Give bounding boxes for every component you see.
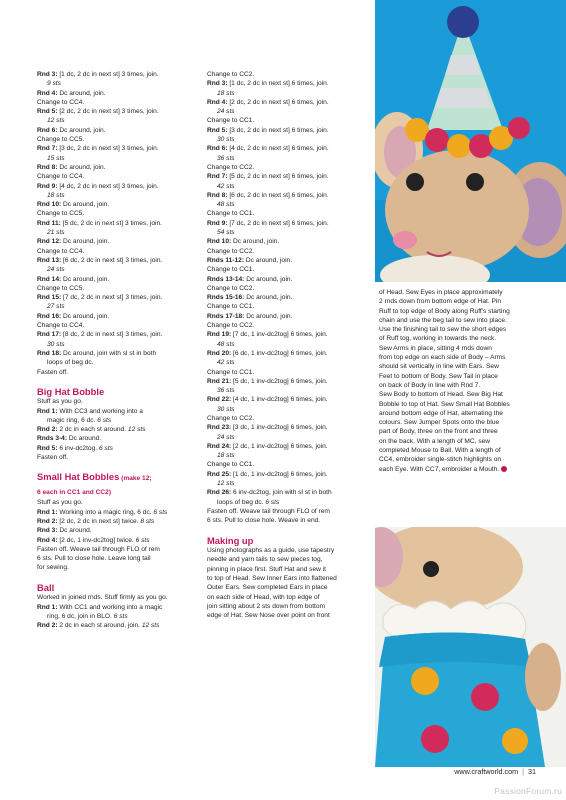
mouse-head-photo: [375, 0, 566, 282]
instruction-line: Fasten off. Weave tail through FLO of rem: [207, 507, 330, 515]
color-change: Change to CC2.: [207, 247, 255, 255]
color-change: Change to CC2.: [207, 414, 255, 422]
color-change: Change to CC1.: [207, 368, 255, 376]
instruction-continuation: loops of beg dc.: [47, 359, 94, 367]
paragraph-line: from top edge on each side of Body – Arms: [379, 354, 506, 362]
color-change: Change to CC2.: [207, 322, 255, 330]
instruction-line: Rnd 3: [1 dc, 2 dc in next st] 3 times, join.: [37, 71, 159, 78]
instruction-line: Rnd 3: [1 dc, 2 dc in next st] 6 times, join.: [207, 80, 329, 88]
paragraph-line: 2 rnds down from bottom edge of Hat. Pin: [379, 298, 502, 306]
instruction-line: Rnd 1: With CC3 and working into a: [37, 407, 143, 415]
instruction-line: Rnd 9: [4 dc, 2 dc in next st] 3 times, join.: [37, 182, 159, 190]
instruction-line: Rnd 15: [7 dc, 2 dc in next st] 3 times, join.: [37, 294, 163, 302]
paragraph-line: on the back. With a length of MC, sew: [379, 437, 491, 445]
paragraph-line: CC4, embroider single-stitch highlights on: [379, 456, 502, 464]
color-change: Change to CC5.: [37, 284, 85, 292]
stitch-count: 12 sts: [217, 480, 235, 488]
footer-separator: |: [522, 767, 524, 776]
section-heading-small-hat-bobbles: Small Hat Bobbles (make 12;: [37, 471, 152, 483]
pattern-column-2: [207, 70, 370, 620]
instruction-line: Rnd 3: Dc around.: [37, 527, 92, 535]
paragraph-line: completed Mouse to Ball. With a length of: [379, 447, 501, 455]
color-change: Change to CC2.: [207, 163, 255, 171]
instruction-line: Rnd 9: [7 dc, 2 dc in next st] 6 times, join.: [207, 219, 329, 227]
paragraph-line: Sew Arms in place, sitting 4 rnds down: [379, 344, 492, 352]
mouse-body-illustration: [375, 527, 566, 767]
instruction-line: Rnd 5: [2 dc, 2 dc in next st] 3 times, join.: [37, 108, 159, 116]
color-change: Change to CC1.: [207, 117, 255, 125]
paragraph-line: of Ruff tog, working in towards the neck.: [379, 335, 497, 343]
pattern-column-1: [37, 70, 200, 630]
paragraph-line: Ruff to top edge of Body along Ruff's starting: [379, 307, 510, 315]
instruction-continuation: ring, 6 dc, join in BLO. 6 sts: [47, 612, 128, 620]
stitch-count: 24 sts: [217, 433, 235, 441]
paragraph-line: part of Body, three on the front and three: [379, 428, 498, 436]
paragraph-line: on each side of Head, with top edge of: [207, 593, 320, 601]
instruction-line: Rnd 22: [4 dc, 1 inv-dc2tog] 6 times, join.: [207, 396, 328, 404]
stitch-count: 30 sts: [217, 136, 235, 144]
paragraph-line: join sitting about 2 sts down from bottom: [207, 602, 326, 610]
pattern-column-3: [379, 288, 539, 474]
instruction-line: Rnd 7: [5 dc, 2 dc in next st] 6 times, join.: [207, 173, 329, 181]
instruction-line: Rnd 16: Dc around, join.: [37, 312, 110, 320]
instruction-line: Rnd 2: 2 dc in each st around. 12 sts: [37, 426, 146, 434]
instruction-line: Worked in joined rnds. Stuff firmly as you go.: [37, 594, 168, 602]
paragraph-line: Feet to bottom of Body. Sew Tail in place: [379, 372, 498, 380]
section-heading-ball: Ball: [37, 581, 55, 593]
instruction-line: Rnd 14: Dc around, join.: [37, 275, 110, 283]
instruction-line: 6 sts. Pull to close hole. Leave long tail: [37, 555, 151, 563]
color-change: Change to CC4.: [37, 98, 85, 106]
stitch-count: 21 sts: [47, 229, 65, 237]
paragraph-line: Outer Ears. Sew completed Ears in place: [207, 584, 328, 592]
color-change: Change to CC2.: [207, 284, 255, 292]
color-change: Change to CC1.: [207, 266, 255, 274]
paragraph-line: needle and yarn tails to sew pieces tog,: [207, 556, 323, 564]
instruction-line: Rnd 23: [3 dc, 1 inv-dc2tog] 6 times, join.: [207, 424, 328, 432]
instruction-line: Rnd 1: Working into a magic ring, 6 dc. 6 sts: [37, 508, 168, 516]
stitch-count: 36 sts: [217, 154, 235, 162]
instruction-line: Rnd 2: 2 dc in each st around, join. 12 sts: [37, 622, 160, 630]
paragraph-line: Using photographs as a guide, use tapestry: [207, 547, 335, 555]
color-change: Change to CC5.: [37, 136, 85, 144]
stitch-count: 48 sts: [217, 201, 235, 209]
paragraph-line: on back of Body in line with Rnd 7.: [379, 381, 481, 389]
instruction-line: Rnds 3-4: Dc around.: [37, 435, 102, 443]
instruction-line: Rnd 7: [3 dc, 2 dc in next st] 3 times, join.: [37, 145, 159, 153]
stitch-count: 48 sts: [217, 340, 235, 348]
stitch-count: 15 sts: [47, 154, 65, 162]
stitch-count: 54 sts: [217, 229, 235, 237]
paragraph-line: edge of Hat. Sew Nose over point on front: [207, 612, 330, 620]
paragraph-line: should sit vertically in line with Ears. Sew: [379, 363, 499, 371]
paragraph-line: of Head. Sew Eyes in place approximately: [379, 289, 503, 296]
instruction-line: Rnd 8: [6 dc, 2 dc in next st] 6 times, join.: [207, 191, 329, 199]
instruction-line: Rnd 24: [2 dc, 1 inv-dc2tog] 6 times, join.: [207, 442, 328, 450]
stitch-count: 18 sts: [47, 191, 65, 199]
paragraph-line: around bottom edge of Hat, alternating the: [379, 409, 503, 417]
paragraph-line: pinning in place first. Stuff Hat and sew it: [207, 565, 326, 573]
color-change: Change to CC1.: [207, 303, 255, 311]
mouse-body-photo: [375, 527, 566, 767]
instruction-line: Rnd 2: [2 dc, 2 dc in next st] twice. 8 sts: [37, 517, 155, 525]
watermark: PassionForum.ru: [494, 786, 562, 796]
instruction-line: Rnd 19: [7 dc, 1 inv-dc2tog] 6 times, join.: [207, 331, 328, 339]
color-change: Change to CC5.: [37, 210, 85, 218]
color-change: Change to CC1.: [207, 461, 255, 469]
instruction-line: Rnd 5: 6 inv-dc2tog. 6 sts: [37, 444, 113, 452]
instruction-line: Fasten off. Weave tail through FLO of rem: [37, 545, 160, 553]
color-change: Change to CC2.: [207, 71, 255, 78]
section-heading-subtitle: 6 each in CC1 and CC2): [37, 488, 112, 496]
instruction-line: Rnd 1: With CC1 and working into a magic: [37, 603, 163, 611]
paragraph-line: Sew Body to bottom of Head. Sew Big Hat: [379, 391, 503, 399]
instruction-line: Rnd 25: [1 dc, 1 inv-dc2tog] 6 times, join.: [207, 470, 328, 478]
section-heading-big-hat-bobble: Big Hat Bobble: [37, 385, 105, 397]
instruction-line: 6 sts. Pull to close hole. Weave in end.: [207, 517, 321, 525]
mouse-head-illustration: [375, 0, 566, 282]
footer-url[interactable]: www.craftworld.com: [454, 767, 519, 776]
instruction-line: Rnd 10: Dc around, join.: [207, 238, 280, 246]
paragraph-line: each Eye. With CC7, embroider a Mouth.: [379, 465, 539, 474]
color-change: Change to CC4.: [37, 173, 85, 181]
instruction-line: Rnds 11-12: Dc around, join.: [207, 256, 293, 264]
instruction-line: Rnd 4: Dc around, join.: [37, 89, 106, 97]
instruction-line: Rnd 12: Dc around, join.: [37, 238, 110, 246]
instruction-line: Rnd 4: [2 dc, 2 dc in next st] 6 times, join.: [207, 98, 329, 106]
instruction-line: Rnd 20: [6 dc, 1 inv-dc2tog] 6 times, join.: [207, 349, 328, 357]
instruction-line: Rnd 17: [8 dc, 2 dc in next st] 3 times, join.: [37, 331, 163, 339]
paragraph-line: Use the finishing tail to sew the short edges: [379, 326, 507, 334]
instruction-line: Rnd 26: 6 inv-dc2tog, join with sl st in both: [207, 489, 332, 497]
stitch-count: 42 sts: [217, 182, 235, 190]
instruction-line: Rnd 6: Dc around, join.: [37, 126, 106, 134]
instruction-line: Rnd 6: [4 dc, 2 dc in next st] 6 times, join.: [207, 145, 329, 153]
page-number: 31: [528, 767, 536, 776]
instruction-line: Rnd 8: Dc around, join.: [37, 163, 106, 171]
end-mark-icon: [501, 466, 507, 472]
instruction-continuation: loops of beg dc. 6 sts: [217, 498, 280, 506]
instruction-line: Rnd 5: [3 dc, 2 dc in next st] 6 times, join.: [207, 126, 329, 134]
instruction-line: Rnds 17-18: Dc around, join.: [207, 312, 293, 320]
instruction-line: Stuff as you go.: [37, 499, 83, 507]
instruction-line: Stuff as you go.: [37, 398, 83, 406]
instruction-line: for sewing.: [37, 564, 69, 572]
stitch-count: 42 sts: [217, 359, 235, 367]
instruction-line: Rnd 4: [2 dc, 1 inv-dc2tog] twice. 6 sts: [37, 536, 150, 544]
stitch-count: 30 sts: [217, 405, 235, 413]
instruction-line: Rnd 10: Dc around, join.: [37, 201, 110, 209]
instruction-line: Fasten off.: [37, 454, 69, 462]
stitch-count: 18 sts: [217, 452, 235, 460]
instruction-line: Rnds 15-16: Dc around, join.: [207, 294, 293, 302]
stitch-count: 18 sts: [217, 89, 235, 97]
page-footer: [454, 767, 536, 776]
instruction-line: Rnd 18: Dc around, join with sl st in both: [37, 349, 157, 357]
paragraph-line: colours. Sew Jumper Spots onto the blue: [379, 419, 500, 427]
stitch-count: 27 sts: [47, 303, 65, 311]
color-change: Change to CC4.: [37, 322, 85, 330]
section-heading-making-up: Making up: [207, 534, 254, 546]
color-change: Change to CC1.: [207, 210, 255, 218]
paragraph-line: to top of Head. Sew Inner Ears into flattened: [207, 574, 337, 582]
stitch-count: 36 sts: [217, 387, 235, 395]
color-change: Change to CC4.: [37, 247, 85, 255]
instruction-line: Rnd 13: [6 dc, 2 dc in next st] 3 times, join.: [37, 256, 163, 264]
stitch-count: 24 sts: [217, 108, 235, 116]
instruction-line: Fasten off.: [37, 368, 69, 376]
paragraph-line: Bobble to top of Hat. Sew Small Hat Bobbles: [379, 400, 510, 408]
stitch-count: 12 sts: [47, 117, 65, 125]
instruction-line: Rnd 21: [5 dc, 1 inv-dc2tog] 6 times, join.: [207, 377, 328, 385]
paragraph-line: chain and use the beg tail to sew into place.: [379, 316, 507, 324]
instruction-line: Rnd 11: [5 dc, 2 dc in next st] 3 times, join.: [37, 219, 162, 227]
stitch-count: 24 sts: [47, 266, 65, 274]
stitch-count: 30 sts: [47, 340, 65, 348]
instruction-continuation: magic ring, 6 dc. 6 sts: [47, 416, 112, 424]
stitch-count: 9 sts: [47, 80, 61, 88]
instruction-line: Rnds 13-14: Dc around, join.: [207, 275, 293, 283]
